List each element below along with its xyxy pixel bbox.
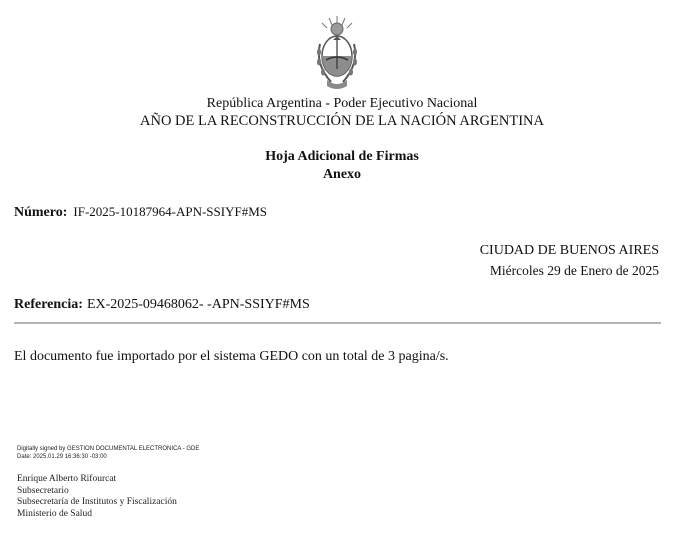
signer-role: Subsecretario <box>17 485 69 496</box>
header-line-1: República Argentina - Poder Ejecutivo Nacional <box>206 96 478 111</box>
numero-line <box>14 204 267 221</box>
document-title: Hoja Adicional de Firmas <box>265 149 419 164</box>
digital-signature-line-2: Date: 2025.01.29 16:36:30 -03:00 <box>17 454 107 460</box>
referencia-value: EX-2025-09468062- -APN-SSIYF#MS <box>86 297 310 312</box>
document-subtitle: Anexo <box>322 167 362 182</box>
referencia-label: Referencia: <box>14 297 83 312</box>
coat-of-arms-icon <box>311 14 363 94</box>
signer-unit: Subsecretaría de Institutos y Fiscalización <box>17 497 177 507</box>
numero-label: Número: <box>14 205 68 220</box>
place: CIUDAD DE BUENOS AIRES <box>479 243 659 258</box>
digital-signature-line-1: Digitally signed by GESTION DOCUMENTAL ELECTRONICA - GDE <box>17 446 200 452</box>
signer-ministry: Ministerio de Salud <box>17 508 92 519</box>
header-line-2: AÑO DE LA RECONSTRUCCIÓN DE LA NACIÓN ARGENTINA <box>140 113 544 129</box>
referencia-line <box>14 297 310 313</box>
separator <box>14 322 661 324</box>
signer-block <box>17 474 177 520</box>
digital-signature <box>17 445 199 461</box>
signer-name: Enrique Alberto Rifourcat <box>17 474 117 484</box>
body-text: El documento fue importado por el sistema GEDO con un total de 3 pagina/s. <box>14 349 449 364</box>
numero-value: IF-2025-10187964-APN-SSIYF#MS <box>73 204 267 219</box>
date: Miércoles 29 de Enero de 2025 <box>489 263 659 278</box>
